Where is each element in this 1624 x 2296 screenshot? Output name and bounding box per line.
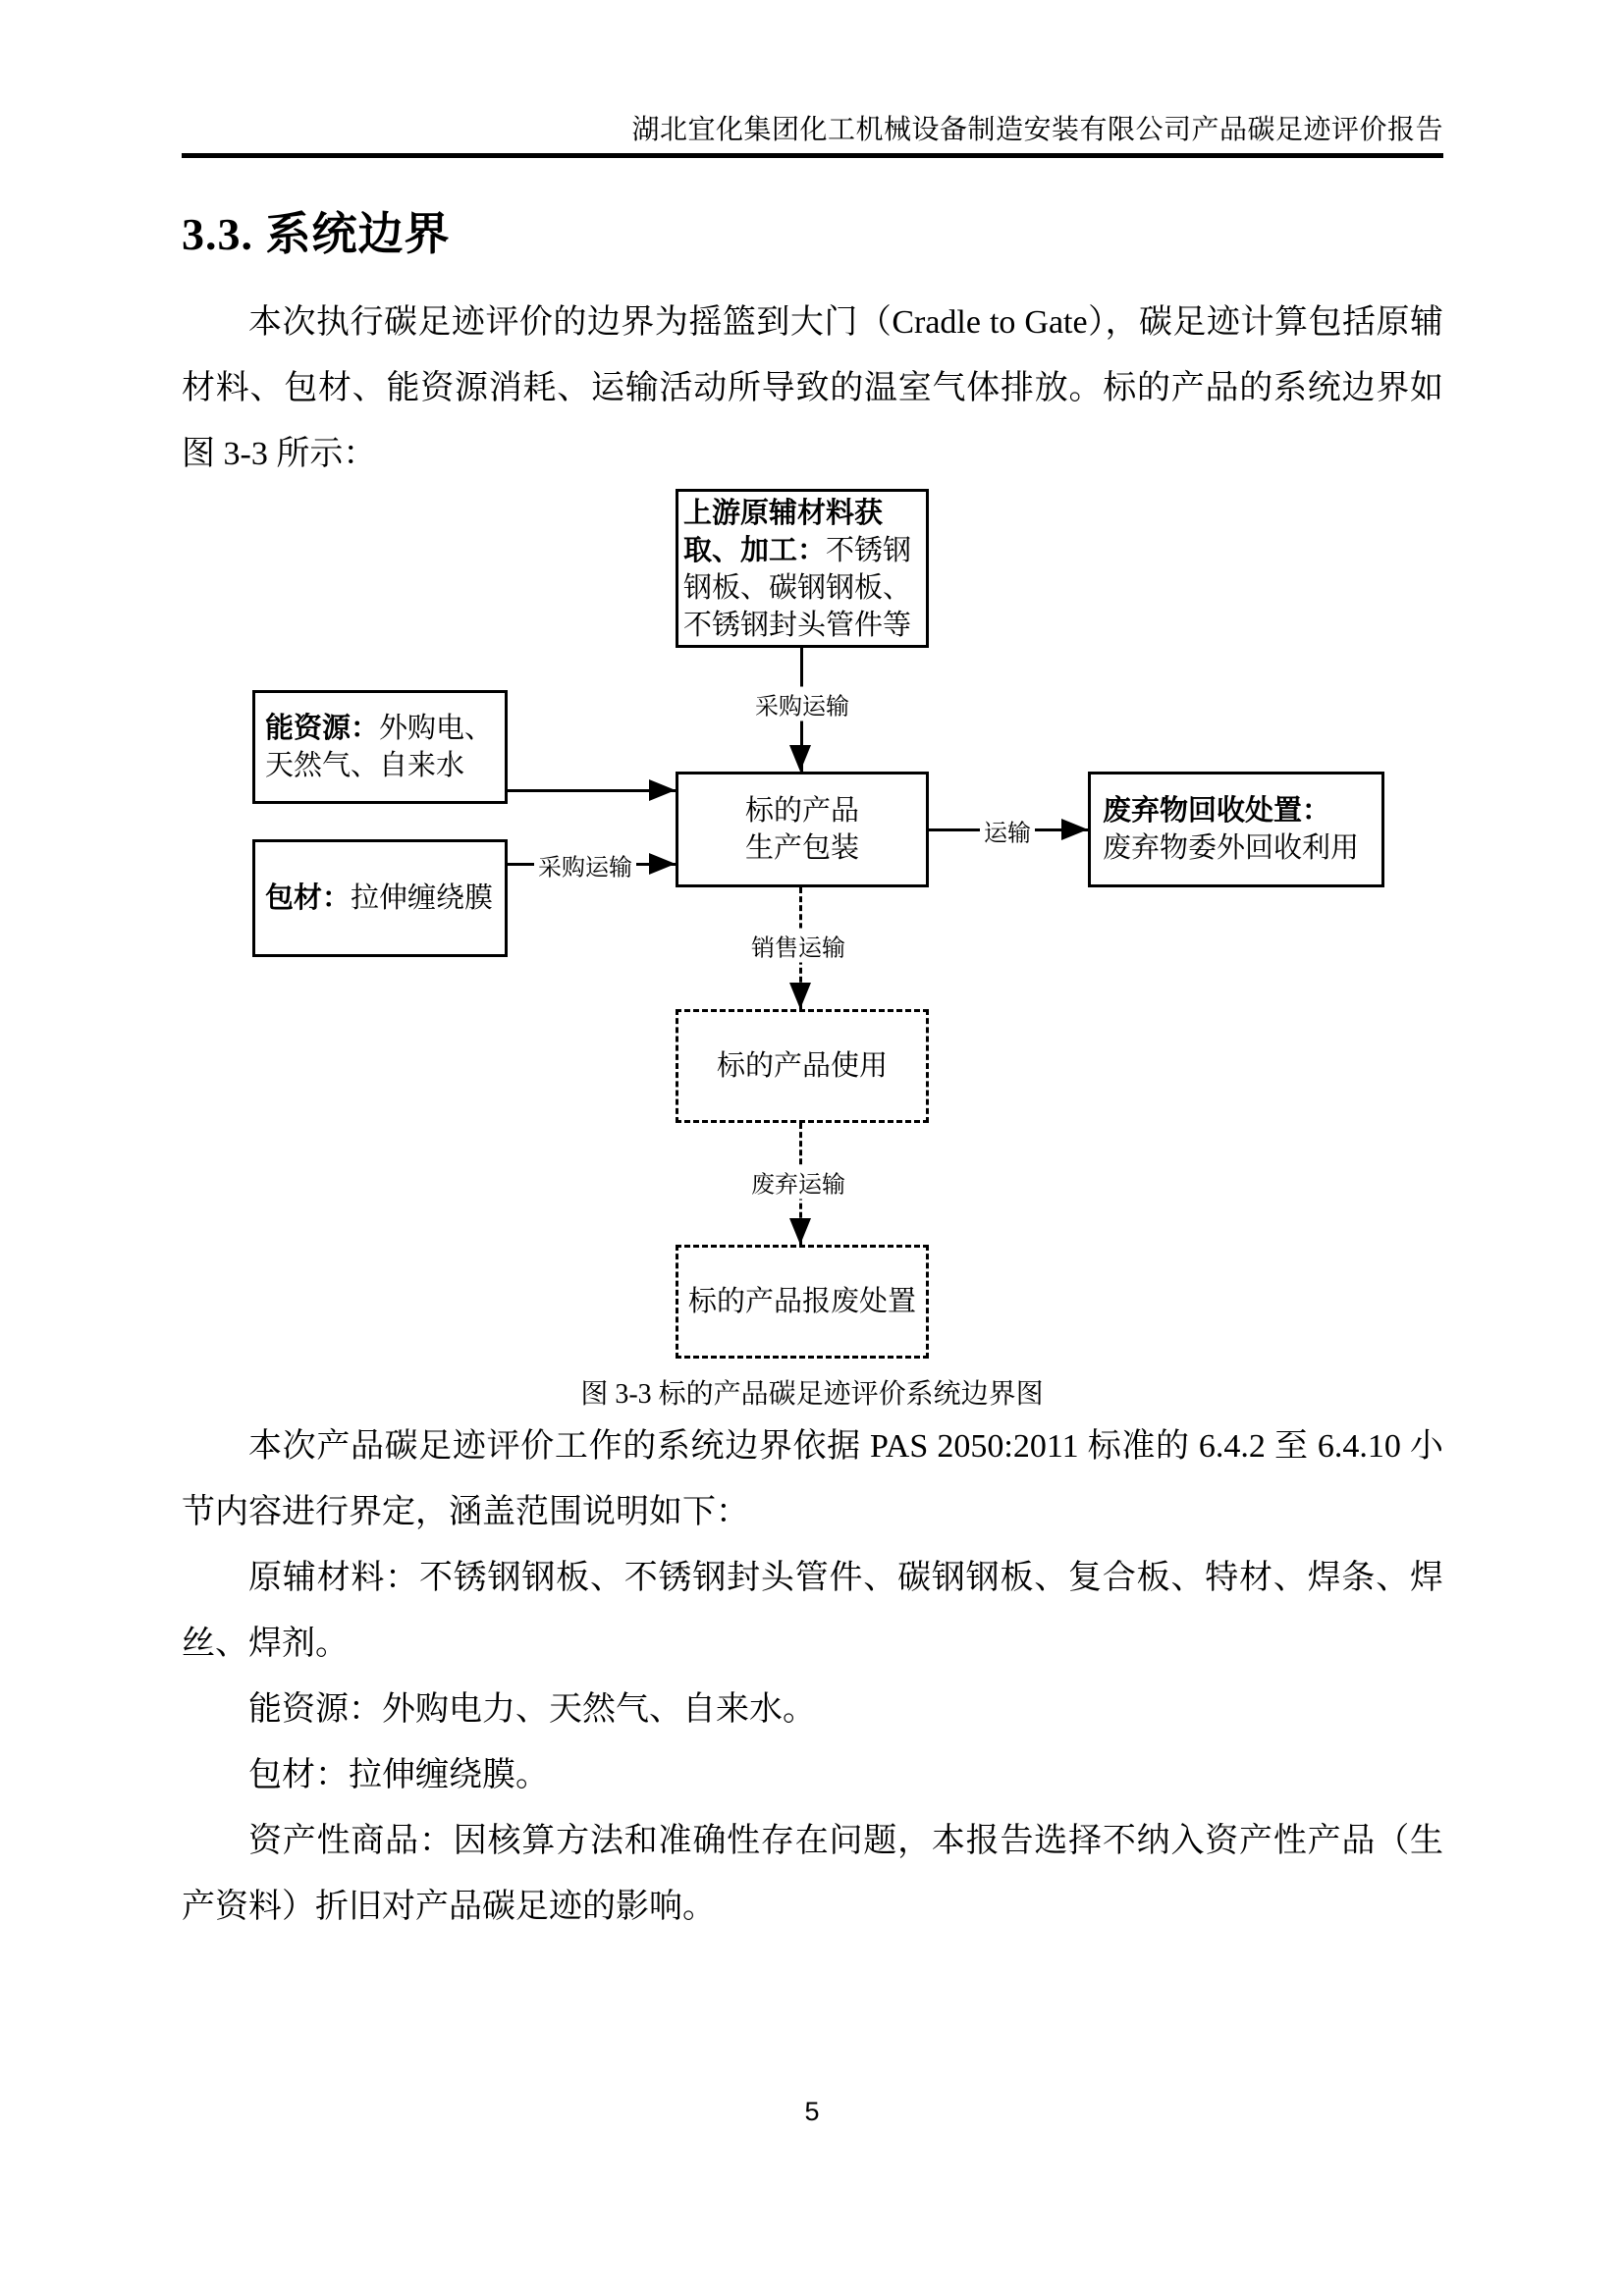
upstream-materials-box — [676, 489, 929, 648]
product-use-label: 标的产品使用 — [716, 1050, 888, 1082]
paragraph-6: 资产性商品：因核算方法和准确性存在问题，本报告选择不纳入资产性产品（生产资料）折旧对产品碳足迹的影响。 — [182, 1823, 1443, 1925]
section-title: 3.3. 系统边界 — [182, 209, 451, 259]
arrow-upstream-to-production-head — [789, 745, 811, 772]
label-disposal-transport: 废弃运输 — [747, 1165, 849, 1200]
body-paragraph-block — [182, 1414, 1443, 1940]
waste-recycling-box — [1088, 772, 1384, 887]
upstream-materials-label-bold: 上游原辅材料获取、加工： — [683, 498, 884, 566]
header-rule — [182, 153, 1443, 158]
figure-caption: 图 3-3 标的产品碳足迹评价系统边界图 — [580, 1379, 1044, 1410]
packaging-label-text: 拉伸缠绕膜 — [351, 882, 494, 914]
paragraph-4: 能资源：外购电力、天然气、自来水。 — [248, 1691, 816, 1728]
energy-label-bold: 能资源： — [265, 713, 380, 744]
page-header-title: 湖北宜化集团化工机械设备制造安装有限公司产品碳足迹评价报告 — [631, 115, 1443, 145]
upstream-materials-label-text: 不锈钢钢板、碳钢钢板、不锈钢封头管件等 — [683, 535, 912, 641]
production-packaging-box — [676, 772, 929, 887]
paragraph-5: 包材：拉伸缠绕膜。 — [248, 1757, 549, 1793]
page-number: 5 — [804, 2097, 820, 2126]
paragraph-3: 原辅材料：不锈钢钢板、不锈钢封头管件、碳钢钢板、复合板、特材、焊条、焊丝、焊剂。 — [182, 1560, 1443, 1662]
energy-resources-box — [252, 690, 508, 804]
arrow-production-to-use-head — [789, 983, 811, 1009]
intro-paragraph-block — [182, 290, 1443, 487]
production-label-line1: 标的产品 — [744, 795, 859, 827]
energy-label-text: 外购电、天然气、自来水 — [265, 713, 494, 781]
label-procurement-transport-left: 采购运输 — [534, 848, 636, 882]
packaging-label-bold: 包材： — [265, 882, 352, 914]
product-scrap-label: 标的产品报废处置 — [687, 1286, 916, 1317]
product-use-box — [676, 1009, 929, 1123]
waste-label-text: 废弃物委外回收利用 — [1103, 832, 1360, 864]
label-transport: 运输 — [980, 814, 1035, 848]
paragraph-2: 本次产品碳足迹评价工作的系统边界依据 PAS 2050:2011 标准的 6.4.2 至 6.4.10 小节内容进行界定，涵盖范围说明如下： — [182, 1428, 1443, 1530]
product-scrap-box — [676, 1245, 929, 1359]
paragraph-1: 本次执行碳足迹评价的边界为摇篮到大门（Cradle to Gate），碳足迹计算包括原辅材料、包材、能资源消耗、运输活动所导致的温室气体排放。标的产品的系统边界如图 3-3 所示： — [182, 304, 1443, 472]
production-label-line2: 生产包装 — [744, 832, 859, 864]
arrow-packaging-to-production-head — [649, 853, 676, 875]
waste-label-bold: 废弃物回收处置： — [1103, 795, 1331, 827]
packaging-material-box — [252, 839, 508, 957]
arrow-production-to-waste-head — [1061, 819, 1088, 840]
arrow-energy-to-production-head — [649, 779, 676, 801]
arrow-use-to-scrap-head — [789, 1218, 811, 1245]
label-procurement-transport-top: 采购运输 — [751, 687, 853, 721]
label-sales-transport: 销售运输 — [747, 929, 849, 963]
